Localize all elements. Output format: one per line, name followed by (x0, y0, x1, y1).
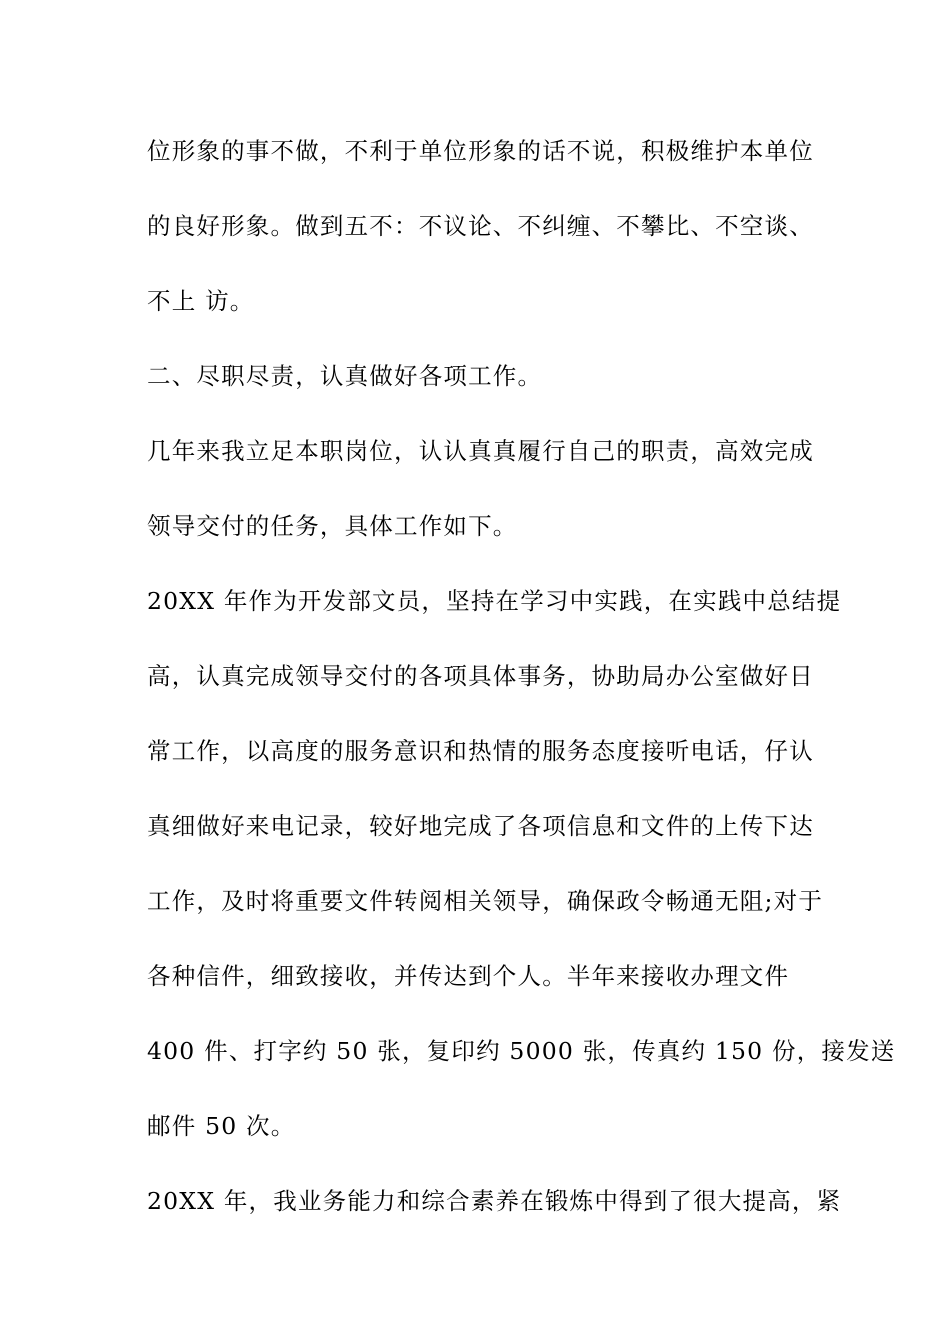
text-line: 几年来我立足本职岗位，认认真真履行自己的职责，高效完成 (147, 437, 814, 465)
text-line: 400 件、打字约 50 张，复印约 5000 张，传真约 150 份，接发送 (147, 1037, 896, 1065)
text-line: 邮件 50 次。 (147, 1112, 296, 1140)
text-line: 常工作，以高度的服务意识和热情的服务态度接听电话，仔认 (147, 737, 814, 765)
text-line: 工作，及时将重要文件转阅相关领导，确保政令畅通无阻;对于 (147, 887, 824, 915)
section-heading: 二、尽职尽责，认真做好各项工作。 (147, 362, 543, 390)
text-line: 领导交付的任务，具体工作如下。 (147, 512, 518, 540)
text-line: 的良好形象。做到五不：不议论、不纠缠、不攀比、不空谈、 (147, 212, 814, 240)
text-line: 不上 访。 (147, 287, 255, 315)
text-line: 真细做好来电记录，较好地完成了各项信息和文件的上传下达 (147, 812, 814, 840)
text-line: 20XX 年作为开发部文员，坚持在学习中实践，在实践中总结提 (147, 587, 842, 615)
text-line: 位形象的事不做，不利于单位形象的话不说，积极维护本单位 (147, 137, 814, 165)
text-line: 各种信件，细致接收，并传达到个人。半年来接收办理文件 (147, 962, 790, 990)
text-line: 20XX 年，我业务能力和综合素养在锻炼中得到了很大提高，紧 (147, 1187, 842, 1215)
text-line: 高，认真完成领导交付的各项具体事务，协助局办公室做好日 (147, 662, 814, 690)
